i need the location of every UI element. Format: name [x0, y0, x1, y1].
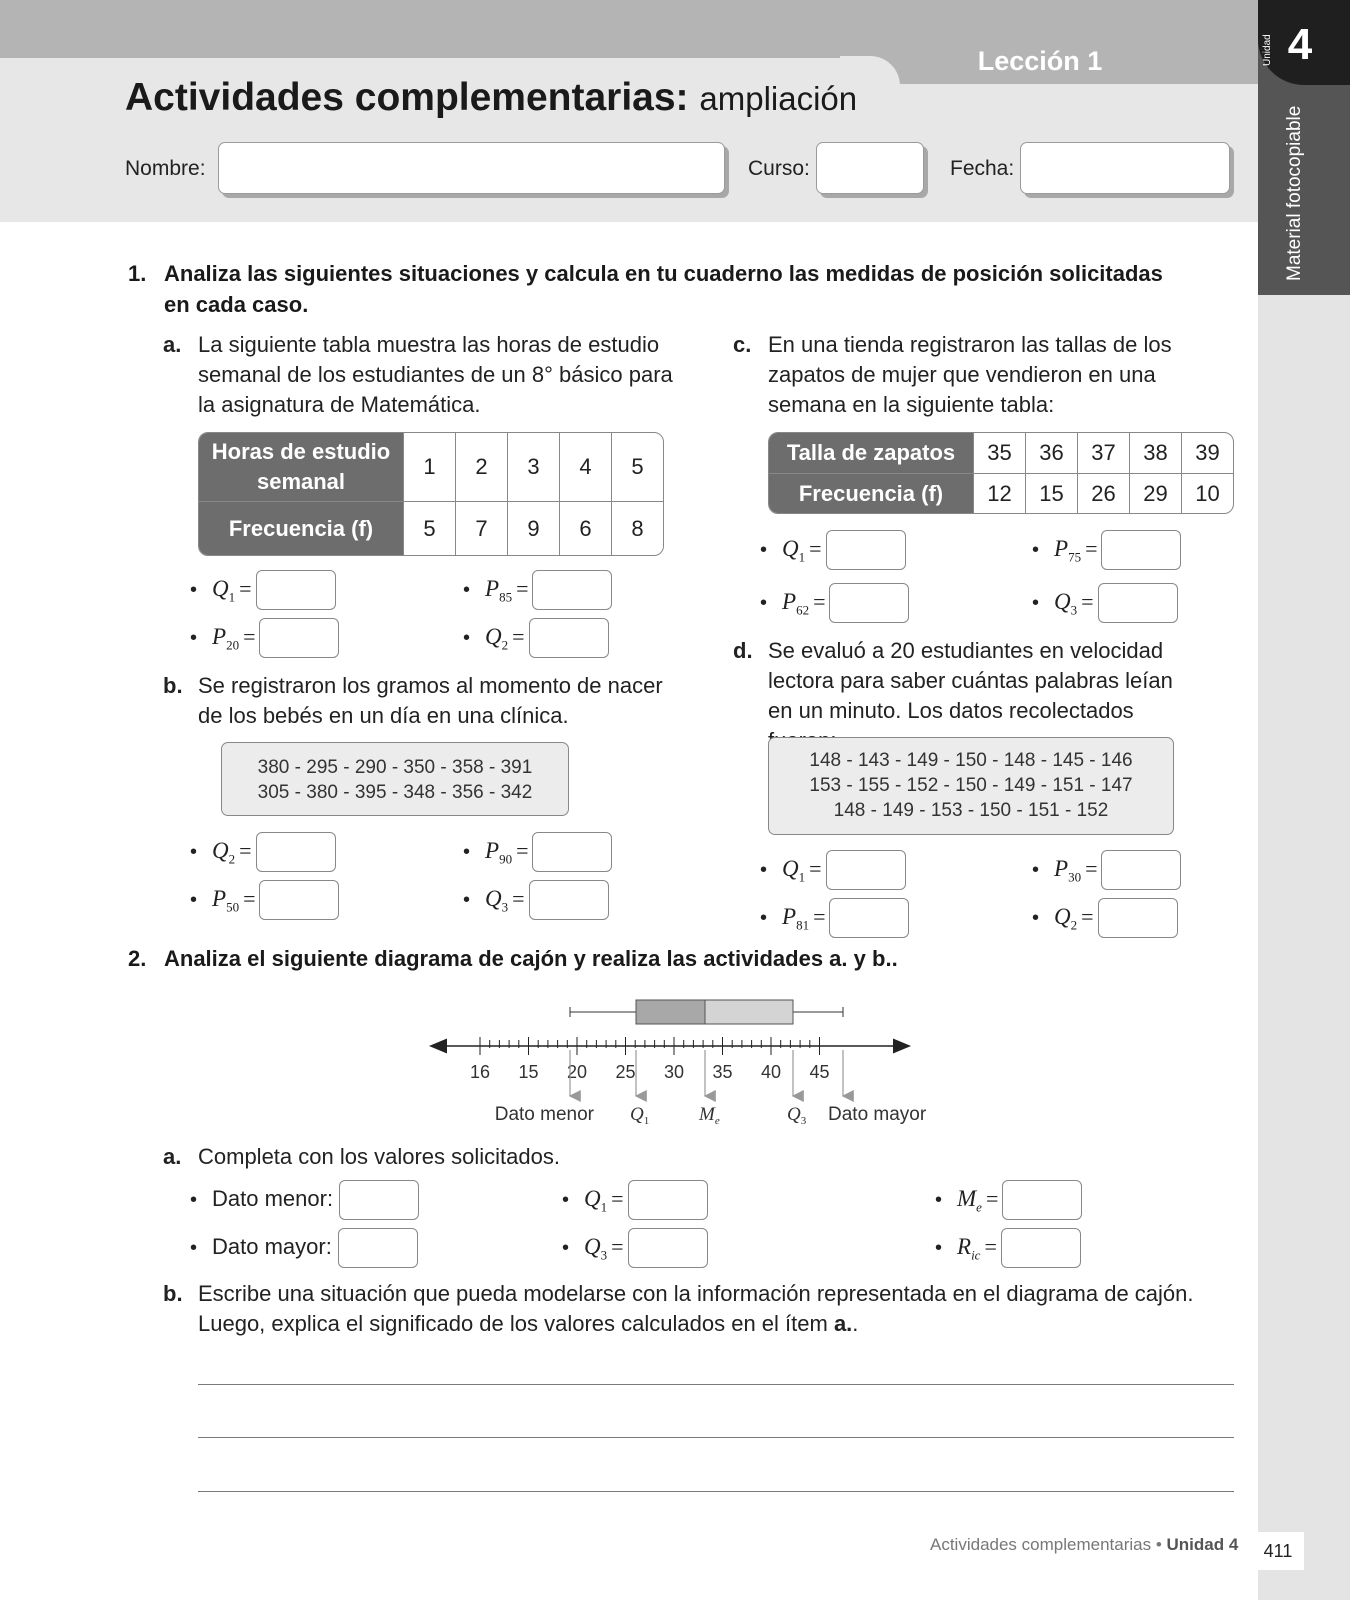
bullet-1b-p50: • $P_{50}$ =	[190, 880, 339, 920]
item-2b-letter: b.	[163, 1281, 183, 1306]
answer-box[interactable]	[529, 880, 609, 920]
title-subtitle: ampliación	[699, 80, 858, 117]
bullet-1d-q2: • $Q_2$ =	[1032, 898, 1178, 938]
tick-label: 25	[615, 1062, 636, 1082]
box-upper-half	[705, 1000, 793, 1024]
item-1b	[163, 671, 683, 731]
table-header-hours: Horas de estudio semanal	[199, 433, 403, 501]
question-1	[128, 258, 1188, 320]
item-2b-text: Escribe una situación que pueda modelarse con la información representada en el diagrama de cajón. Luego, explica el significado de los valores calculados en el ítem a..	[198, 1281, 1194, 1336]
answer-box[interactable]	[259, 880, 339, 920]
data-line: 305 - 380 - 395 - 348 - 356 - 342	[257, 782, 533, 803]
tick-label: 16	[469, 1062, 491, 1082]
answer-box[interactable]	[1001, 1228, 1081, 1268]
tick-label: 30	[663, 1062, 685, 1082]
date-field[interactable]	[1020, 142, 1230, 194]
table-cell: 26	[1077, 473, 1129, 513]
bullet-1b-q2: • $Q_2$ =	[190, 832, 336, 872]
answer-box[interactable]	[1101, 530, 1181, 570]
item-1b-letter: b.	[163, 673, 183, 698]
data-line: 153 - 155 - 152 - 150 - 149 - 151 - 147	[809, 775, 1133, 796]
table-cell: 7	[455, 501, 507, 555]
table-cell: 15	[1025, 473, 1077, 513]
answer-box[interactable]	[1098, 898, 1178, 938]
bullet-2a-q3: • $Q_3$ =	[562, 1228, 708, 1268]
answer-box[interactable]	[256, 570, 336, 610]
question-2-text: Analiza el siguiente diagrama de cajón y realiza las actividades a. y b..	[164, 946, 898, 971]
shoe-size-table	[768, 432, 1234, 514]
answer-box[interactable]	[829, 583, 909, 623]
bullet-1b-p90: • $P_{90}$ =	[463, 832, 612, 872]
footer: Actividades complementarias • Unidad 4	[930, 1535, 1239, 1554]
label-q1: $Q_1$	[630, 1104, 650, 1127]
answer-box[interactable]	[1002, 1180, 1082, 1220]
data-line: 148 - 149 - 153 - 150 - 151 - 152	[833, 800, 1109, 821]
table-row	[769, 433, 1233, 473]
table-header-frequency: Frecuencia (f)	[199, 501, 403, 555]
unit-label: Unidad	[1262, 34, 1273, 66]
bullet-1a-q2: • $Q_2$ =	[463, 618, 609, 658]
table-cell: 4	[559, 433, 611, 501]
name-field[interactable]	[218, 142, 725, 194]
bullet-1d-p30: • $P_{30}$ =	[1032, 850, 1181, 890]
item-1d-text: Se evaluó a 20 estudiantes en velocidad lectora para saber cuántas palabras leían en un minuto. Los datos recolectados	[768, 638, 1173, 723]
item-2a-letter: a.	[163, 1144, 182, 1169]
answer-box[interactable]	[256, 832, 336, 872]
item-1a	[163, 330, 683, 420]
answer-box[interactable]	[1101, 850, 1181, 890]
table-cell: 35	[973, 433, 1025, 473]
writing-line[interactable]	[198, 1384, 1234, 1385]
answer-box[interactable]	[826, 850, 906, 890]
bullet-1a-p20: • $P_{20}$ =	[190, 618, 339, 658]
question-2-number: 2.	[128, 946, 147, 971]
bullet-2a-q1: • $Q_1$ =	[562, 1180, 708, 1220]
bullet-1a-p85: • $P_{85}$ =	[463, 570, 612, 610]
answer-box[interactable]	[259, 618, 339, 658]
question-1-text: Analiza las siguientes situaciones y calcula en tu cuaderno las medidas de posición solicitadas en cada caso.	[164, 261, 1163, 317]
table-cell: 9	[507, 501, 559, 555]
table-cell: 6	[559, 501, 611, 555]
table-cell: 3	[507, 433, 559, 501]
table-row	[769, 473, 1233, 513]
minor-ticks	[490, 1040, 810, 1048]
footer-text: Actividades complementarias	[930, 1535, 1152, 1554]
bullet-1c-q3: • $Q_3$ =	[1032, 583, 1178, 623]
item-1b-text: Se registraron los gramos al momento de nacer de los bebés en un día en una clínica.	[198, 673, 663, 728]
writing-line[interactable]	[198, 1491, 1234, 1492]
data-line: 380 - 295 - 290 - 350 - 358 - 391	[257, 757, 533, 778]
item-1a-letter: a.	[163, 332, 182, 357]
table-cell: 10	[1181, 473, 1233, 513]
tick-label: 45	[809, 1062, 830, 1082]
box-plot	[420, 990, 940, 1130]
table-cell: 2	[455, 433, 507, 501]
tick-label: 40	[760, 1062, 782, 1082]
tick-label: 20	[566, 1062, 588, 1082]
bullet-1a-q1: • $Q_1$ =	[190, 570, 336, 610]
bullet-2a-ric: • $R_{ic}$ =	[935, 1228, 1081, 1268]
item-1a-text: La siguiente tabla muestra las horas de estudio semanal de los estudiantes de un 8° básico para la asignatura de Matemática.	[198, 332, 673, 417]
table-cell: 12	[973, 473, 1025, 513]
data-line: 148 - 143 - 149 - 150 - 148 - 145 - 146	[809, 750, 1133, 771]
bullet-1b-q3: • $Q_3$ =	[463, 880, 609, 920]
label-dato-mayor: Dato mayor	[828, 1104, 927, 1125]
bullet-1d-p81: • $P_{81}$ =	[760, 898, 909, 938]
name-label: Nombre:	[125, 157, 206, 180]
item-2a	[163, 1142, 763, 1172]
title-bold: Actividades complementarias:	[125, 76, 689, 119]
bullet-1c-q1: • $Q_1$ =	[760, 530, 906, 570]
bullet-1c-p75: • $P_{75}$ =	[1032, 530, 1181, 570]
table-cell: 1	[403, 433, 455, 501]
course-label: Curso:	[748, 157, 810, 180]
question-1-number: 1.	[128, 261, 147, 286]
table-row	[199, 433, 663, 501]
footer-unit: Unidad 4	[1166, 1535, 1239, 1554]
study-hours-table	[198, 432, 664, 556]
lesson-label: Lección 1	[977, 46, 1103, 76]
label-dato-menor: Dato menor	[494, 1104, 594, 1125]
table-header-frequency: Frecuencia (f)	[769, 473, 973, 513]
box-lower-half	[636, 1000, 705, 1024]
bullet-1d-q1: • $Q_1$ =	[760, 850, 906, 890]
label-median: $M_e$	[699, 1104, 720, 1127]
answer-box[interactable]	[532, 832, 612, 872]
sidebar-vertical-text: Material fotocopiable	[1284, 105, 1305, 281]
table-cell: 38	[1129, 433, 1181, 473]
answer-box[interactable]	[628, 1180, 708, 1220]
answer-box[interactable]	[829, 898, 909, 938]
bullet-2a-dato-menor: • Dato menor:	[190, 1180, 419, 1220]
tick-labels	[470, 1062, 830, 1082]
table-cell: 37	[1077, 433, 1129, 473]
unit-number: 4	[1287, 20, 1313, 69]
item-1c-text: En una tienda registraron las tallas de los zapatos de mujer que vendieron en una semana en la siguiente tabla:	[768, 332, 1172, 417]
table-cell: 39	[1181, 433, 1233, 473]
item-1d-letter: d.	[733, 638, 753, 663]
tick-label: 35	[712, 1062, 733, 1082]
data-box-1d	[768, 737, 1174, 835]
answer-box[interactable]	[628, 1228, 708, 1268]
answer-box[interactable]	[826, 530, 906, 570]
course-field[interactable]	[816, 142, 924, 194]
data-box-1b	[221, 742, 569, 816]
table-header-size: Talla de zapatos	[769, 433, 973, 473]
answer-box[interactable]	[529, 618, 609, 658]
item-2a-text: Completa con los valores solicitados.	[198, 1144, 560, 1169]
writing-line[interactable]	[198, 1437, 1234, 1438]
item-1c-letter: c.	[733, 332, 752, 357]
bullet-1c-p62: • $P_{62}$ =	[760, 583, 909, 623]
answer-box[interactable]	[339, 1180, 419, 1220]
answer-box[interactable]	[338, 1228, 418, 1268]
item-2b	[163, 1279, 1213, 1339]
table-cell: 8	[611, 501, 663, 555]
item-1c	[733, 330, 1203, 420]
page-title	[125, 76, 857, 120]
table-cell: 5	[611, 433, 663, 501]
label-q3: $Q_3$	[787, 1104, 807, 1127]
table-row	[199, 501, 663, 555]
date-label: Fecha:	[950, 157, 1015, 180]
answer-box[interactable]	[532, 570, 612, 610]
table-cell: 5	[403, 501, 455, 555]
question-2	[128, 946, 1188, 972]
bullet-2a-median: • $M_e$ =	[935, 1180, 1082, 1220]
table-cell: 29	[1129, 473, 1181, 513]
tick-label: 15	[518, 1062, 539, 1082]
page-number: 411	[1252, 1532, 1304, 1570]
answer-box[interactable]	[1098, 583, 1178, 623]
bullet-2a-dato-mayor: • Dato mayor:	[190, 1228, 418, 1268]
table-cell: 36	[1025, 433, 1077, 473]
